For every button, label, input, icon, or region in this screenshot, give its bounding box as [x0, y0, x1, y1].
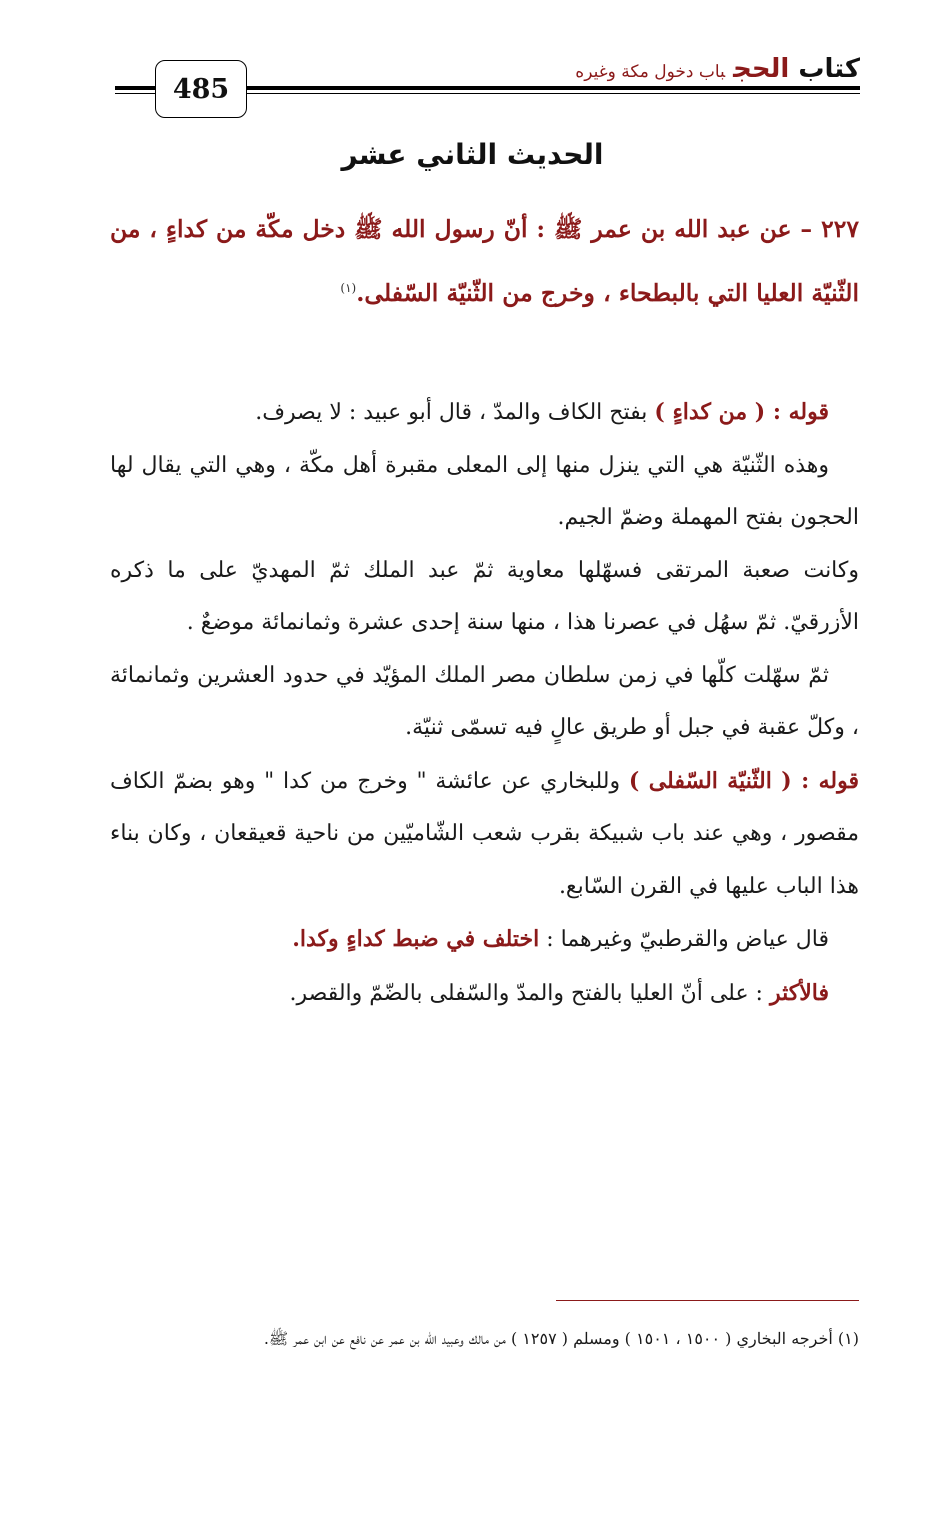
footnote-marker: (١): [340, 281, 357, 295]
footnote: (١) أخرجه البخاري ( ١٥٠٠ ، ١٥٠١ ) ومسلم ( ١٢٥٧ ) من مالك وعبيد الله بن عمر عن نافع عن ابن عمر ﷺ.: [263, 1329, 859, 1348]
commentary-highlight: اختلف في ضبط كداءٍ وكدا.: [292, 926, 540, 952]
commentary-paragraph: قال عياض والقرطبيّ وغيرهما : اختلف في ضبط كداءٍ وكدا.: [292, 926, 829, 952]
commentary-paragraph: قوله : ( من كداءٍ ) بفتح الكاف والمدّ ، قال أبو عبيد : لا يصرف.: [255, 399, 829, 425]
commentary: [110, 386, 859, 1020]
section-title: الحديث الثاني عشر: [341, 138, 604, 171]
commentary-label: فالأكثر: [769, 979, 829, 1006]
commentary-label: قوله : ( الثّنيّة السّفلى ): [628, 767, 859, 794]
book-title: كتاب الحج: [733, 54, 860, 84]
commentary-label: قوله : ( من كداءٍ ): [654, 399, 829, 425]
page-header: [115, 52, 860, 122]
page-number: 485: [155, 60, 247, 118]
running-head: [575, 54, 860, 84]
commentary-paragraph: وهذه الثّنيّة هي التي ينزل منها إلى المعلى مقبرة أهل مكّة ، وهي التي يقال لها الحجون بفتح المهملة وضمّ الجيم.: [110, 452, 859, 530]
commentary-paragraph: فالأكثر : على أنّ العليا بالفتح والمدّ والسّفلى بالضّمّ والقصر.: [289, 979, 829, 1006]
chapter-title: باب دخول مكة وغيره: [575, 62, 726, 82]
commentary-paragraph: ثمّ سهّلت كلّها في زمن سلطان مصر الملك المؤيّد في حدود العشرين وثمانمائة ، وكلّ عقبة في جبل أو طريق عالٍ فيه تسمّى ثنيّة.: [110, 662, 859, 740]
hadith-text: ٢٢٧ – عن عبد الله بن عمر ﷺ : أنّ رسول الله ﷺ دخل مكّة من كداءٍ ، من الثّنيّة العليا التي بالبطحاء ، وخرج من الثّنيّة السّفلى.$^{(١)}$: [110, 215, 859, 307]
footnote-divider: [556, 1300, 859, 1301]
commentary-paragraph: قوله : ( الثّنيّة السّفلى ) وللبخاري عن عائشة " وخرج من كدا " وهو بضمّ الكاف مقصور ، وهي عند باب شبيكة بقرب شعب الشّاميّين من ناحية قعيقعان ، وكان بناء هذا الباب عليها في القرن السّابع.: [110, 767, 859, 899]
commentary-paragraph: وكانت صعبة المرتقى فسهّلها معاوية ثمّ عبد الملك ثمّ المهديّ على ما ذكره الأزرقيّ. ثمّ سهُل في عصرنا هذا ، منها سنة إحدى عشرة وثمانمائة موضعٌ .: [110, 557, 859, 635]
